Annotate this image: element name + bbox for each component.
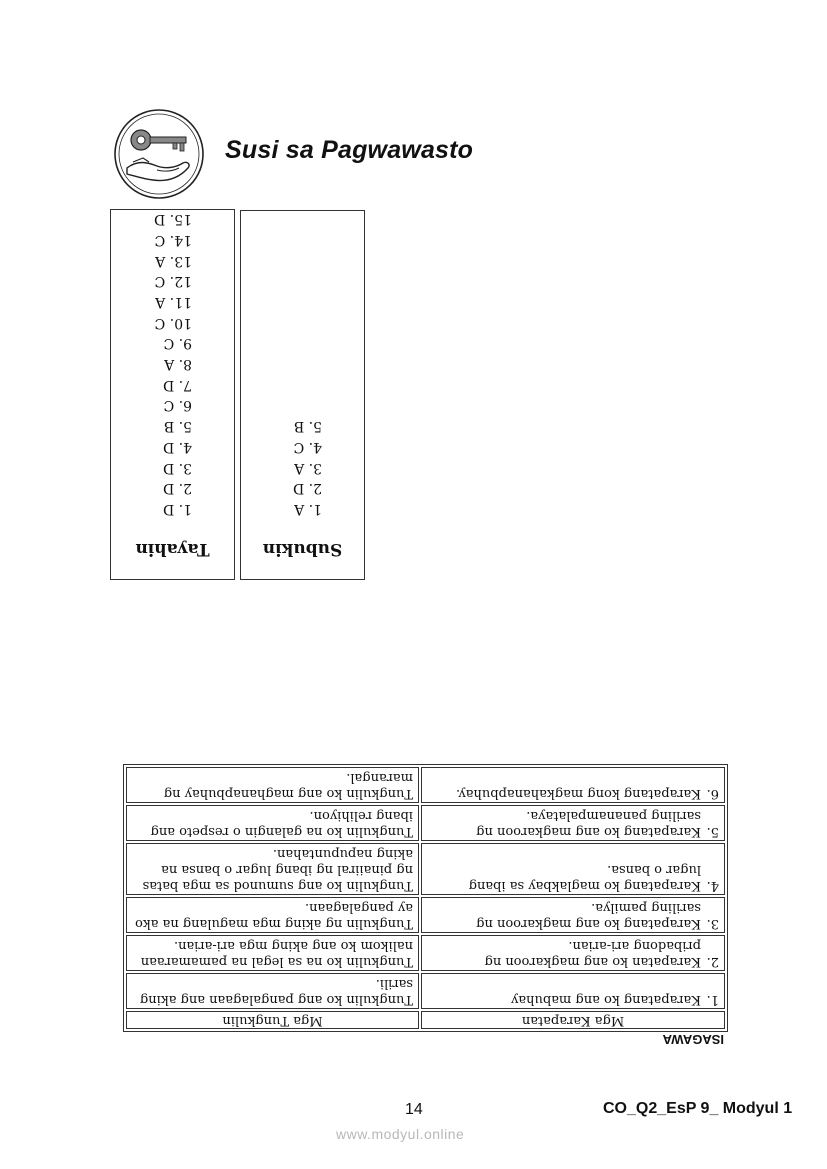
- row-number: 3.: [706, 916, 719, 931]
- right-text: Karapatang kong magkahanapbuhay.: [456, 786, 701, 801]
- row-number: 6.: [706, 786, 719, 801]
- answer-item: 10. C: [154, 314, 192, 331]
- right-text: Karapatan ko ang magkaroon ng pribadong ari-arian.: [484, 938, 701, 969]
- row-number: 1.: [706, 992, 719, 1007]
- tayahin-heading: Tayahin: [135, 539, 210, 559]
- column-header-duties: Mga Tungkulin: [126, 1011, 419, 1029]
- answer-item: 1. A: [294, 501, 322, 517]
- row-number: 2.: [706, 954, 719, 969]
- answer-item: 5. B: [163, 418, 192, 435]
- answer-item: 3. D: [162, 459, 192, 476]
- tayahin-answer-box: [110, 209, 235, 580]
- answer-item: 13. A: [155, 252, 192, 269]
- site-watermark: www.modyul.online: [336, 1126, 465, 1142]
- duty-text: Tungkulin ko ang sumunod sa mga batas ng pinaiiral ng ibang lugar o bansa na aking napupuntahan.: [126, 843, 419, 895]
- table-row: [126, 973, 725, 1009]
- right-text: Karapatang ko maglakbay sa ibang lugar o bansa.: [468, 862, 701, 893]
- answer-item: 1. D: [162, 501, 192, 517]
- row-number: 4.: [706, 878, 719, 893]
- right-text: Karapatang ko ang mabuhay: [511, 992, 701, 1007]
- page-title: Susi sa Pagwawasto: [225, 136, 474, 164]
- answer-item: 4. D: [162, 438, 192, 455]
- rights-duties-table: [123, 764, 728, 1032]
- answer-item: 4. C: [293, 438, 322, 455]
- subukin-answer-list: [293, 415, 322, 519]
- answer-item: 11. A: [155, 293, 192, 310]
- answer-item: 9. C: [163, 335, 192, 352]
- answer-item: 5. B: [293, 418, 322, 435]
- subukin-answer-box: [240, 210, 365, 580]
- right-text: Karapatang ko ang magkaroon ng sariling pananampalataya.: [476, 808, 701, 839]
- table-row: [126, 805, 725, 841]
- answer-item: 6. C: [163, 397, 192, 414]
- answer-item: 12. C: [154, 273, 192, 290]
- table-row: [126, 767, 725, 803]
- tayahin-answer-list: [154, 208, 192, 519]
- answer-item: 7. D: [162, 376, 192, 393]
- key-in-hand-icon: [113, 108, 205, 200]
- answer-item: 8. A: [164, 356, 192, 373]
- table-row: [126, 935, 725, 971]
- answer-item: 15. D: [154, 211, 192, 228]
- module-code: CO_Q2_EsP 9_ Modyul 1: [603, 1100, 793, 1117]
- subukin-heading: Subukin: [262, 539, 343, 559]
- answer-item: 3. A: [294, 459, 322, 476]
- table-row: [126, 843, 725, 895]
- row-number: 5.: [706, 824, 719, 839]
- duty-text: Tungkulin ko ang maghanapbuhay ng marangal.: [126, 767, 419, 803]
- page-number: 14: [405, 1101, 423, 1118]
- isagawa-section: [123, 682, 728, 1049]
- right-text: Karapatang ko ang magkaroon ng sariling pamilya.: [476, 900, 701, 931]
- duty-text: Tungkulin ko ang pangalagaan ang aking sarili.: [126, 973, 419, 1009]
- answer-item: 2. D: [292, 480, 322, 497]
- answer-item: 14. C: [154, 231, 192, 248]
- duty-text: Tungkulin ko na galangin o respeto ang ibang relihiyon.: [126, 805, 419, 841]
- duty-text: Tungkulin ko na sa legal na pamamaraan nalikom ko ang aking mga ari-arian.: [126, 935, 419, 971]
- answer-item: 2. D: [162, 480, 192, 497]
- table-header-row: [126, 1011, 725, 1029]
- isagawa-label: ISAGAWA: [662, 1032, 724, 1047]
- table-row: [126, 897, 725, 933]
- column-header-rights: Mga Karapatan: [421, 1011, 725, 1029]
- duty-text: Tungkulin ng aking mga magulang na ako ay pangalagaan.: [126, 897, 419, 933]
